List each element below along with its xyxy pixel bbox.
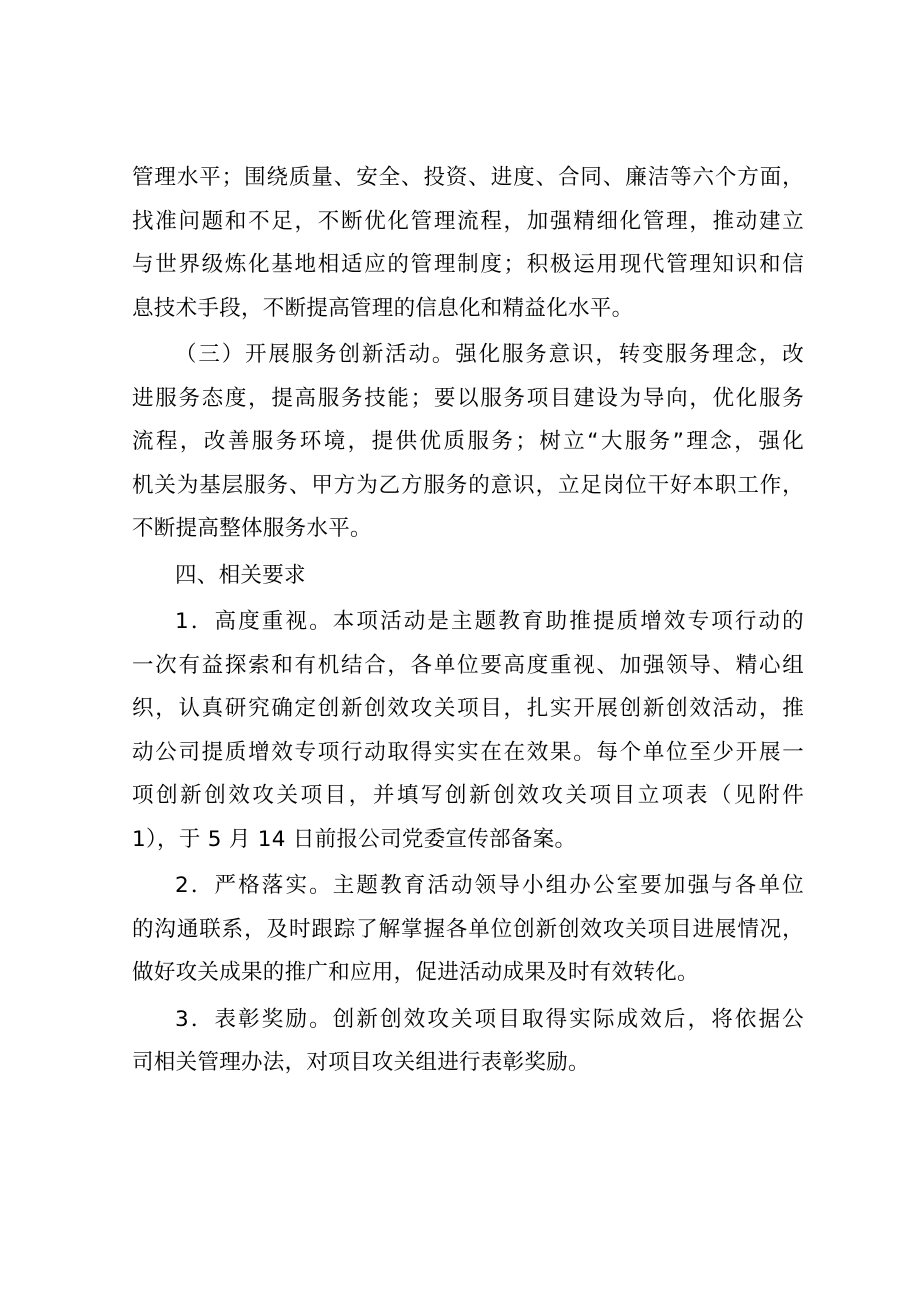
paragraph-commendation — [132, 998, 804, 1085]
paragraph-service-innovation — [132, 333, 804, 551]
text-line: 机关为基层服务、甲方为乙方服务的意识，立足岗位干好本职工作， — [132, 472, 804, 498]
text-line: 一次有益探索和有机结合，各单位要高度重视、加强领导、精心组 — [132, 652, 804, 678]
text-line: 不断提高整体服务水平。 — [132, 516, 372, 541]
text-line: （三）开展服务创新活动。强化服务意识，转变服务理念，改 — [175, 342, 804, 367]
text-line: 1），于 5 月 14 日前报公司党委宣传部备案。 — [132, 826, 577, 852]
text-line: 与世界级炼化基地相适应的管理制度；积极运用现代管理知识和信 — [132, 252, 804, 277]
paragraph-management-continuation — [132, 156, 804, 330]
text-line: 的沟通联系，及时跟踪了解掌握各单位创新创效攻关项目进展情况， — [132, 916, 804, 942]
text-line: 找准问题和不足，不断优化管理流程，加强精细化管理，推动建立 — [132, 208, 804, 234]
text-line: 息技术手段，不断提高管理的信息化和精益化水平。 — [132, 295, 634, 321]
paragraph-high-priority — [132, 600, 804, 861]
text-line: 司相关管理办法，对项目攻关组进行表彰奖励。 — [132, 1050, 590, 1075]
text-line: 1．高度重视。本项活动是主题教育助推提质增效专项行动的 — [175, 609, 804, 634]
text-line: 织，认真研究确定创新创效攻关项目，扎实开展创新创效活动，推 — [132, 696, 804, 721]
text-line: 做好攻关成果的推广和应用，促进活动成果及时有效转化。 — [132, 960, 699, 985]
text-line: 2．严格落实。主题教育活动领导小组办公室要加强与各单位 — [175, 873, 804, 898]
text-line: 3．表彰奖励。创新创效攻关项目取得实际成效后，将依据公 — [175, 1006, 804, 1032]
section-heading-requirements — [132, 554, 804, 598]
paragraph-strict-implementation — [132, 864, 804, 995]
text-line: 管理水平；围绕质量、安全、投资、进度、合同、廉洁等六个方面， — [132, 165, 804, 190]
text-line: 流程，改善服务环境，提供优质服务；树立“大服务”理念，强化 — [132, 429, 804, 454]
text-line: 进服务态度，提高服务技能；要以服务项目建设为导向，优化服务 — [132, 385, 804, 411]
document-body — [132, 156, 804, 1088]
section-heading: 四、相关要求 — [175, 562, 306, 588]
text-line: 项创新创效攻关项目，并填写创新创效攻关项目立项表（见附件 — [132, 783, 804, 808]
text-line: 动公司提质增效专项行动取得实实在在效果。每个单位至少开展一 — [132, 739, 804, 765]
